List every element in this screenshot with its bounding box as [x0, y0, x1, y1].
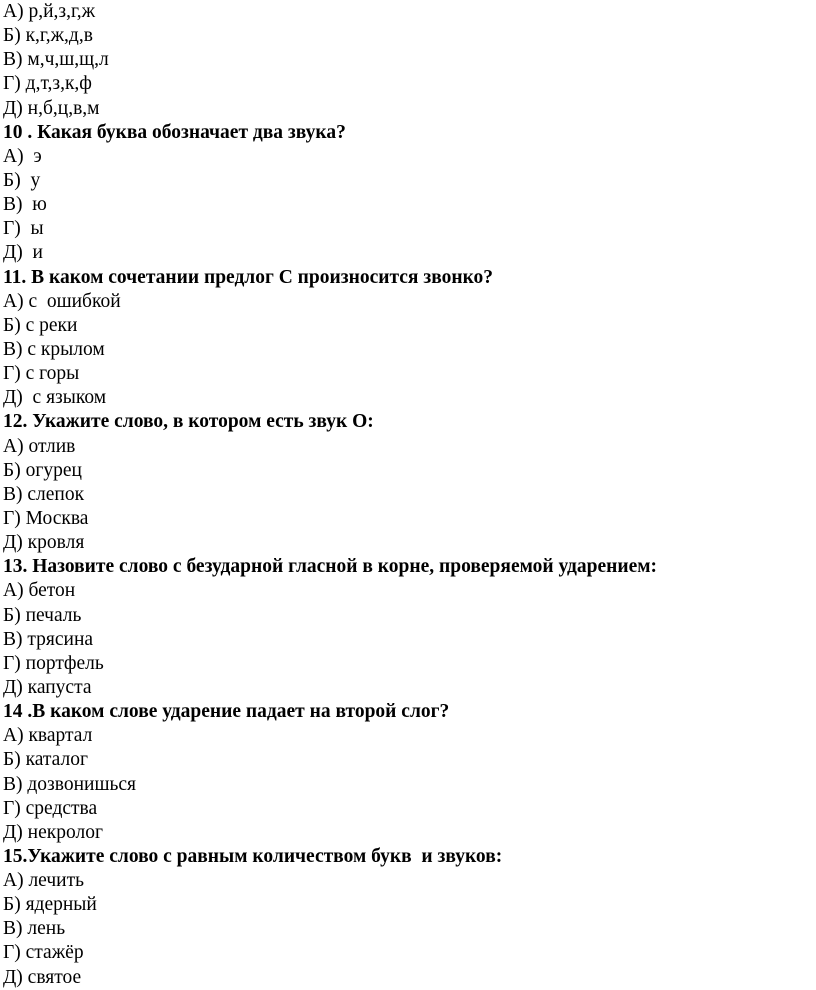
- question-15: 15.Укажите слово с равным количеством букв и звуков:: [3, 845, 503, 867]
- option-line: Б) печаль: [3, 604, 82, 626]
- option-line: В) слепок: [3, 483, 85, 505]
- option-line: Г) д,т,з,к,ф: [3, 73, 92, 95]
- option-line: Г) портфель: [3, 652, 104, 674]
- question-13: 13. Назовите слово с безударной гласной в корне, проверяемой ударением:: [3, 556, 658, 578]
- option-line: А) р,й,з,г,ж: [3, 1, 96, 22]
- option-line: Д) и: [3, 242, 43, 264]
- option-line: В) м,ч,ш,щ,л: [3, 49, 109, 71]
- option-line: А) квартал: [3, 725, 93, 747]
- option-line: Д) капуста: [3, 676, 92, 698]
- option-line: А) отлив: [3, 435, 76, 457]
- option-line: А) с ошибкой: [3, 290, 121, 312]
- option-line: Г) средства: [3, 797, 98, 819]
- option-line: В) ю: [3, 194, 47, 216]
- option-line: Г) с горы: [3, 363, 80, 385]
- option-line: Б) у: [3, 169, 41, 191]
- option-line: Г) Москва: [3, 507, 89, 529]
- option-line: В) трясина: [3, 628, 94, 650]
- option-line: Б) с реки: [3, 314, 78, 336]
- quiz-document: [3, 0, 813, 990]
- option-line: Б) огурец: [3, 459, 82, 481]
- option-line: В) лень: [3, 918, 66, 940]
- option-line: Б) каталог: [3, 749, 88, 771]
- option-line: Д) святое: [3, 966, 82, 988]
- option-line: Д) с языком: [3, 387, 107, 409]
- option-line: Д) некролог: [3, 821, 103, 843]
- option-line: Г) ы: [3, 218, 44, 240]
- option-line: Д) н,б,ц,в,м: [3, 97, 100, 119]
- question-11: 11. В каком сочетании предлог С произносится звонко?: [3, 266, 494, 288]
- option-line: А) бетон: [3, 580, 76, 602]
- option-line: Д) кровля: [3, 532, 85, 554]
- question-14: 14 .В каком слове ударение падает на второй слог?: [3, 701, 450, 723]
- question-12: 12. Укажите слово, в котором есть звук О:: [3, 411, 374, 433]
- question-10: 10 . Какая буква обозначает два звука?: [3, 121, 346, 143]
- option-line: Б) к,г,ж,д,в: [3, 25, 93, 47]
- option-line: Г) стажёр: [3, 942, 84, 964]
- option-line: В) с крылом: [3, 338, 105, 360]
- option-line: В) дозвонишься: [3, 773, 136, 795]
- option-line: Б) ядерный: [3, 894, 97, 916]
- option-line: А) лечить: [3, 870, 85, 892]
- option-line: А) э: [3, 145, 42, 167]
